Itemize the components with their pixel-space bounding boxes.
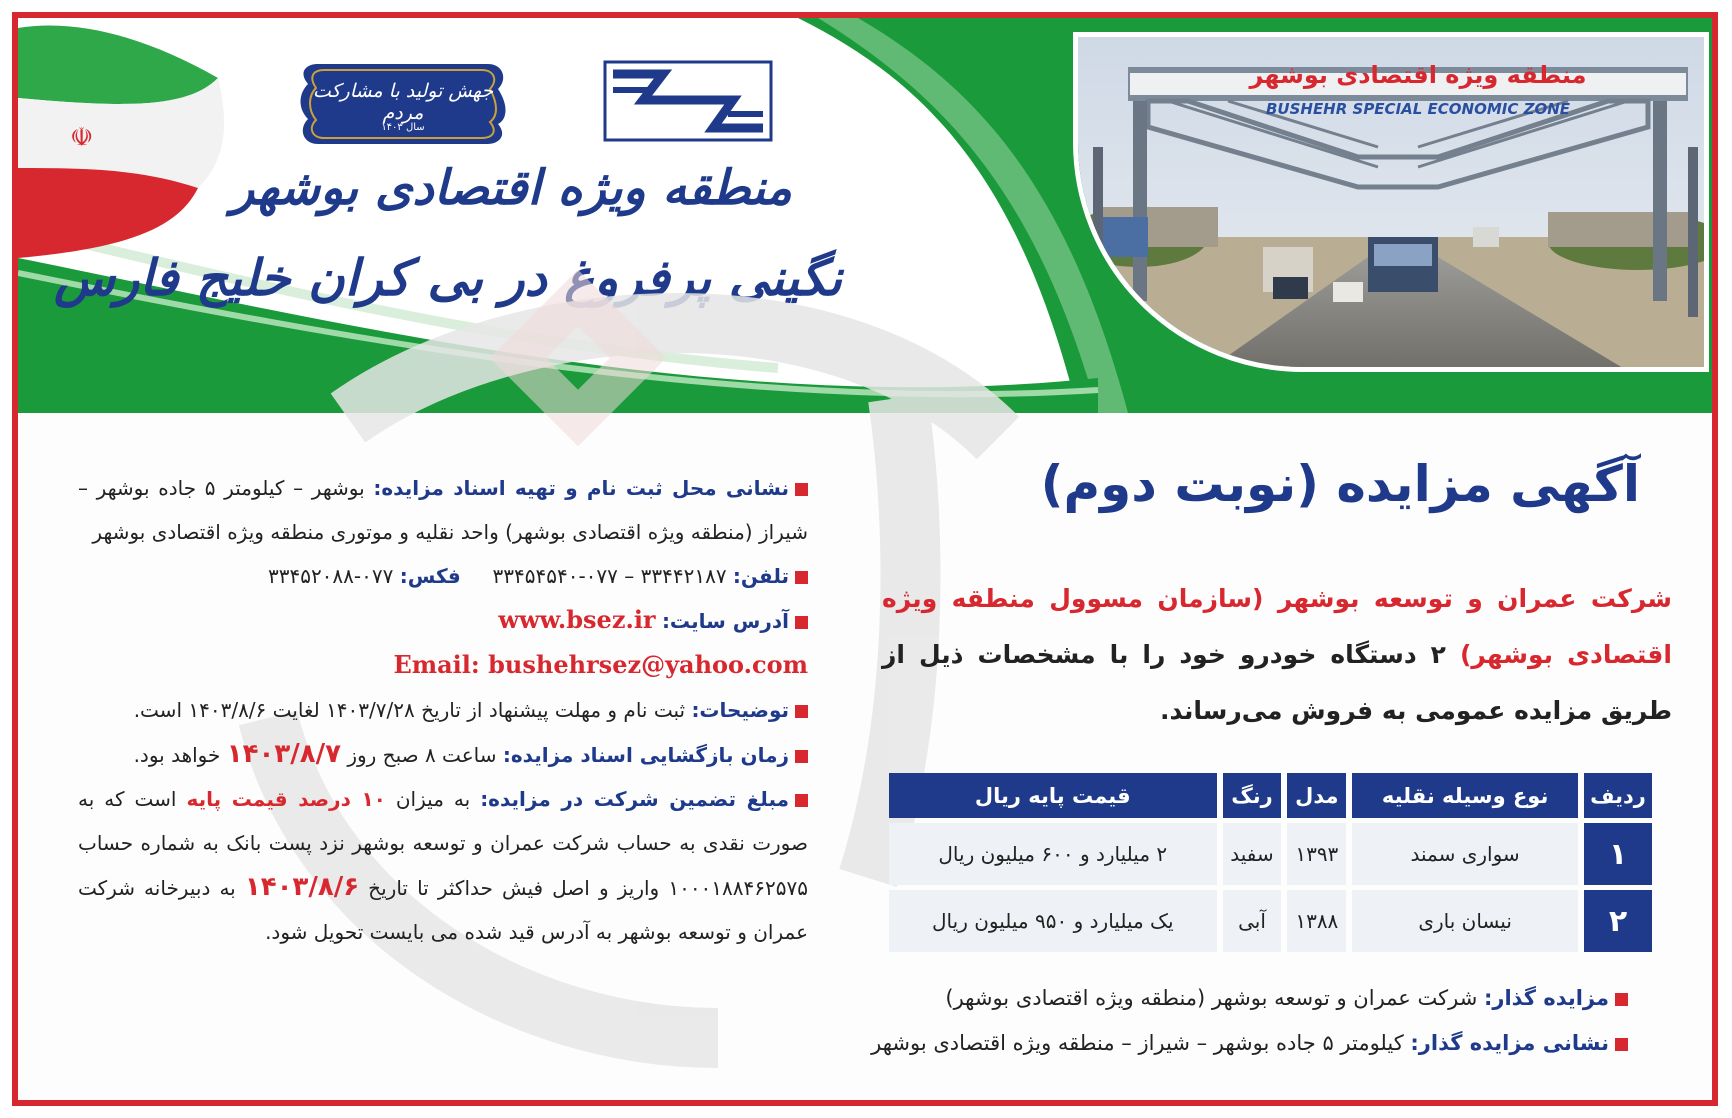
row-number: ۱ bbox=[1584, 823, 1652, 885]
auctioneer-label: مزایده گذار: bbox=[1483, 986, 1609, 1010]
base-price: یک میلیارد و ۹۵۰ میلیون ریال bbox=[889, 890, 1217, 952]
photo-sign-en: BUSHEHR SPECIAL ECONOMIC ZONE bbox=[1265, 100, 1571, 118]
vehicles-table bbox=[883, 768, 1658, 957]
header-vehicle-type: نوع وسیله نقلیه bbox=[1352, 773, 1578, 818]
bullet-icon bbox=[795, 571, 808, 584]
vehicle-model: ۱۳۸۸ bbox=[1287, 890, 1346, 952]
site-label: آدرس سایت: bbox=[661, 609, 789, 633]
opening-date: ۱۴۰۳/۸/۷ bbox=[226, 739, 341, 769]
phone-label: تلفن: bbox=[732, 564, 789, 588]
opening-pre: ساعت ۸ صبح روز bbox=[340, 743, 503, 767]
notice-intro bbox=[882, 571, 1672, 739]
header-model: مدل bbox=[1287, 773, 1346, 818]
deposit-label: مبلغ تضمین شرکت در مزایده: bbox=[480, 787, 789, 811]
table-row bbox=[889, 890, 1652, 952]
bullet-icon bbox=[795, 705, 808, 718]
row-number: ۲ bbox=[1584, 890, 1652, 952]
description-label: توضیحات: bbox=[691, 698, 789, 722]
bullet-icon bbox=[1615, 993, 1628, 1006]
notice-title: آگهی مزایده (نوبت دوم) bbox=[1040, 455, 1640, 513]
emblem-year: سال ۱۴۰۳ bbox=[381, 122, 425, 133]
bullet-icon bbox=[795, 616, 808, 629]
vehicle-type: نیسان باری bbox=[1352, 890, 1578, 952]
opening-post: خواهد بود. bbox=[133, 743, 227, 767]
header-title: منطقه ویژه اقتصادی بوشهر bbox=[231, 160, 792, 216]
table-row bbox=[889, 823, 1652, 885]
header-slogan: نگینی پرفروغ در بی کران خلیج فارس bbox=[54, 248, 842, 307]
deposit-post: است که به صورت نقدی به حساب شرکت عمران و توسعه بوشهر نزد پست بانک به شماره حساب ۱۰۰۰۱۸۸۴۶۲۵۷۵ واریز و اصل فیش حداکثر تا تاریخ bbox=[78, 787, 808, 900]
details-column bbox=[78, 466, 808, 954]
deposit-date: ۱۴۰۳/۸/۶ bbox=[244, 872, 360, 902]
opening-label: زمان بازگشایی اسناد مزایده: bbox=[502, 743, 789, 767]
vehicle-type: سواری سمند bbox=[1352, 823, 1578, 885]
website-link[interactable]: www.bsez.ir bbox=[498, 605, 656, 634]
email-link[interactable]: Email: bushehrsez@yahoo.com bbox=[393, 650, 808, 679]
registration-value: بوشهر – کیلومتر ۵ جاده بوشهر – شیراز (منطقه ویژه اقتصادی بوشهر) واحد نقلیه و موتوری منطقه ویژه اقتصادی بوشهر bbox=[78, 476, 808, 544]
base-price: ۲ میلیارد و ۶۰۰ میلیون ریال bbox=[889, 823, 1217, 885]
intro-text: ۲ دستگاه خودرو خود را با مشخصات ذیل از طریق مزایده عمومی به فروش می‌رساند. bbox=[882, 640, 1672, 725]
auctioneer-address-value: کیلومتر ۵ جاده بوشهر – شیراز – منطقه ویژه اقتصادی بوشهر bbox=[871, 1031, 1411, 1055]
description-value: ثبت نام و مهلت پیشنهاد از تاریخ ۱۴۰۳/۷/۲۸ لغایت ۱۴۰۳/۸/۶ است. bbox=[133, 698, 692, 722]
auctioneer-info bbox=[868, 976, 1628, 1066]
bsez-logo-icon bbox=[603, 60, 773, 142]
auctioneer-value: شرکت عمران و توسعه بوشهر (منطقه ویژه اقتصادی بوشهر) bbox=[945, 986, 1484, 1010]
vehicle-color: آبی bbox=[1223, 890, 1282, 952]
bullet-icon bbox=[795, 794, 808, 807]
bullet-icon bbox=[795, 483, 808, 496]
svg-text:☫: ☫ bbox=[70, 123, 94, 153]
vehicle-color: سفید bbox=[1223, 823, 1282, 885]
advertisement-frame bbox=[12, 12, 1718, 1106]
deposit-amount: ۱۰ درصد قیمت پایه bbox=[186, 787, 386, 811]
phone-value: ۳۳۴۴۲۱۸۷ – ۰۷۷-۳۳۴۵۴۵۴۰ bbox=[492, 564, 733, 588]
fax-value: ۰۷۷-۳۳۴۵۲۰۸۸ bbox=[267, 564, 400, 588]
auctioneer-address-label: نشانی مزایده گذار: bbox=[1410, 1031, 1609, 1055]
header-base-price: قیمت پایه ریال bbox=[889, 773, 1217, 818]
header-banner bbox=[18, 18, 1712, 413]
bullet-icon bbox=[795, 750, 808, 763]
header-color: رنگ bbox=[1223, 773, 1282, 818]
fax-label: فکس: bbox=[399, 564, 461, 588]
bullet-icon bbox=[1615, 1038, 1628, 1051]
vehicle-model: ۱۳۹۳ bbox=[1287, 823, 1346, 885]
header-row-number: ردیف bbox=[1584, 773, 1652, 818]
deposit-pre: به میزان bbox=[385, 787, 481, 811]
photo-sign-fa: منطقه ویژه اقتصادی بوشهر bbox=[1249, 61, 1587, 89]
deposit-end: به دبیرخانه شرکت عمران و توسعه بوشهر به آدرس قید شده می بایست تحویل شود. bbox=[78, 876, 808, 944]
registration-label: نشانی محل ثبت نام و تهیه اسناد مزایده: bbox=[373, 476, 789, 500]
emblem-text: جهش تولید با مشارکت مردم bbox=[312, 80, 494, 124]
intro-company: شرکت عمران و توسعه بوشهر (سازمان مسوول منطقه ویژه اقتصادی بوشهر) bbox=[882, 584, 1672, 669]
table-header-row bbox=[889, 773, 1652, 818]
